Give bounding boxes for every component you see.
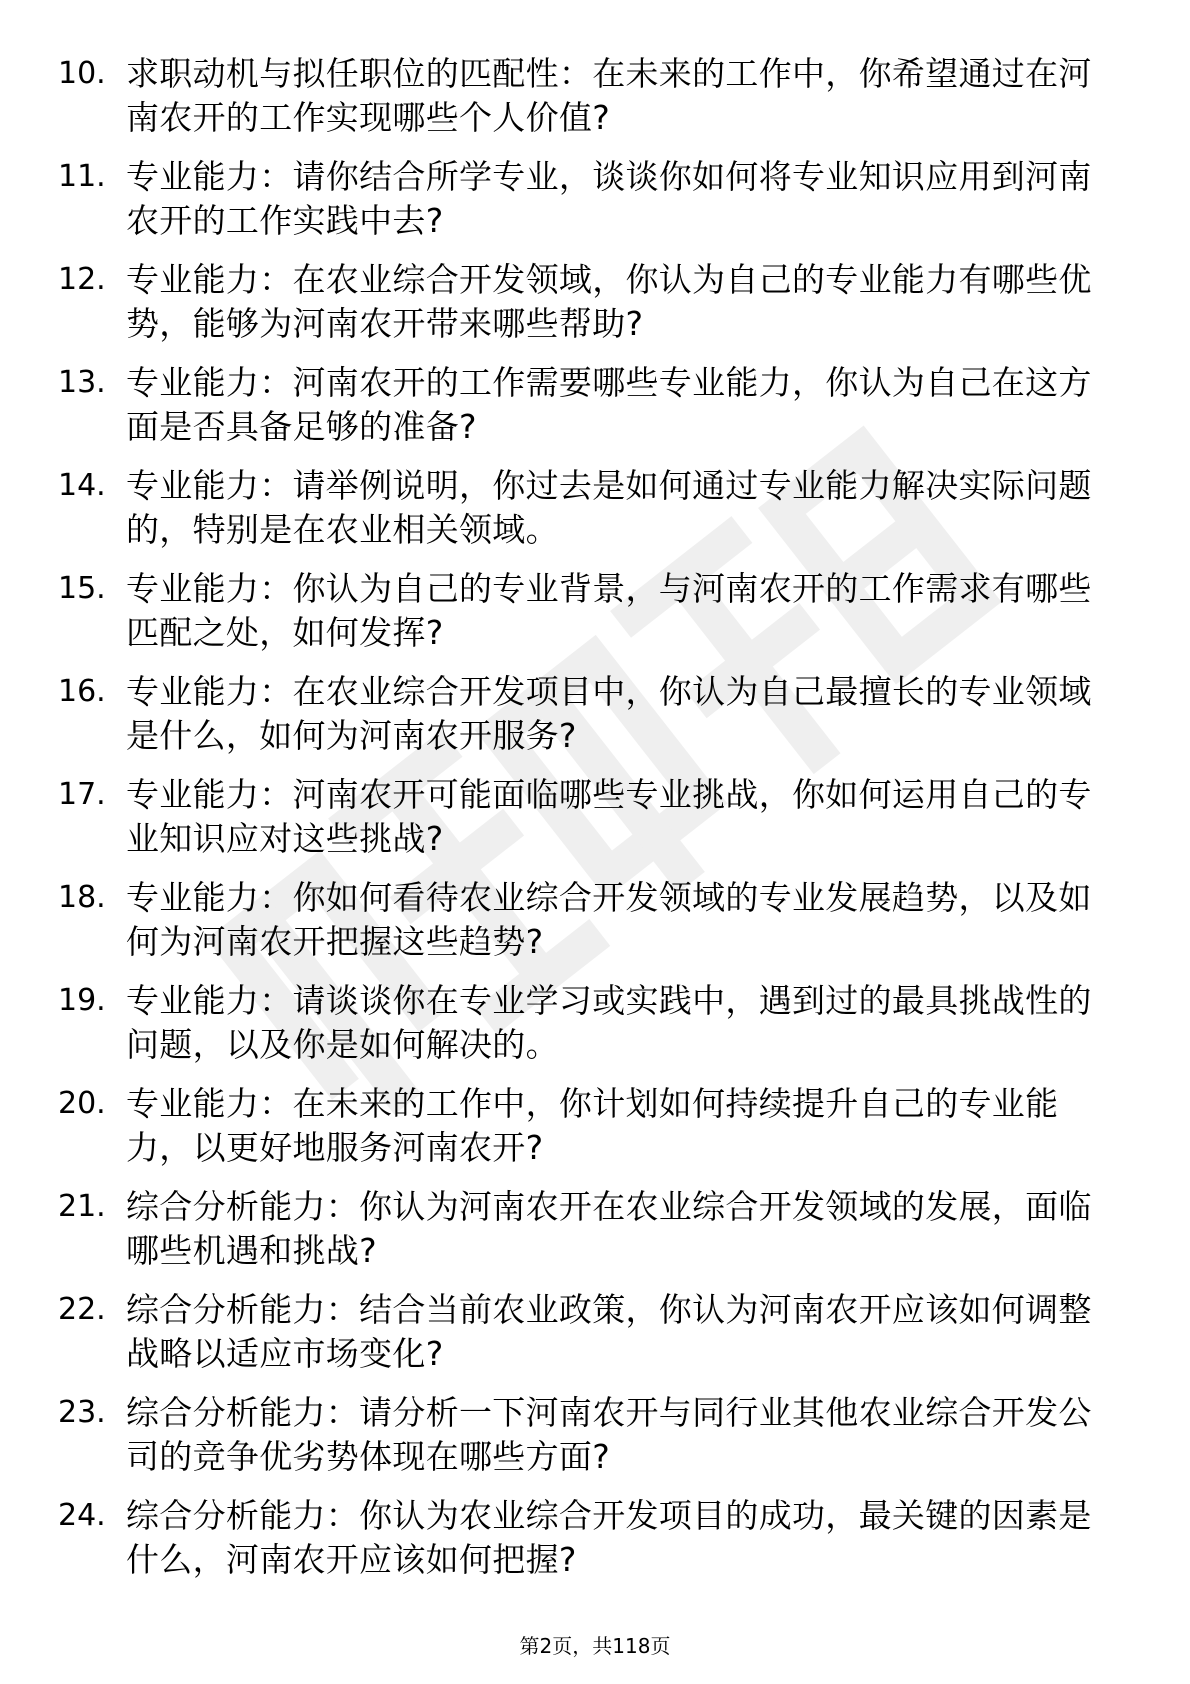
question-number: 12. <box>58 262 106 297</box>
question-item <box>58 1391 1118 1494</box>
question-text: 专业能力：在未来的工作中，你计划如何持续提升自己的专业能力，以更好地服务河南农开? <box>126 1084 1059 1167</box>
question-text: 专业能力：你如何看待农业综合开发领域的专业发展趋势，以及如何为河南农开把握这些趋势? <box>126 878 1092 961</box>
question-text: 专业能力：请举例说明，你过去是如何通过专业能力解决实际问题的，特别是在农业相关领域。 <box>126 466 1092 549</box>
question-list <box>58 52 1118 1597</box>
question-item <box>58 1185 1118 1288</box>
question-text: 专业能力：在农业综合开发领域，你认为自己的专业能力有哪些优势，能够为河南农开带来哪些帮助? <box>126 260 1092 343</box>
question-text: 专业能力：你认为自己的专业背景，与河南农开的工作需求有哪些匹配之处，如何发挥? <box>126 569 1092 652</box>
question-item <box>58 464 1118 567</box>
question-number: 14. <box>58 468 106 503</box>
question-text: 专业能力：请谈谈你在专业学习或实践中，遇到过的最具挑战性的问题，以及你是如何解决的。 <box>126 981 1092 1064</box>
page-number: 第2页，共118页 <box>519 1634 671 1658</box>
question-text: 综合分析能力：请分析一下河南农开与同行业其他农业综合开发公司的竞争优劣势体现在哪些方面? <box>126 1393 1092 1476</box>
question-number: 23. <box>58 1395 106 1430</box>
question-item <box>58 361 1118 464</box>
question-number: 21. <box>58 1189 106 1224</box>
question-item <box>58 1082 1118 1185</box>
question-text: 综合分析能力：你认为河南农开在农业综合开发领域的发展，面临哪些机遇和挑战? <box>126 1187 1092 1270</box>
question-item <box>58 773 1118 876</box>
question-text: 综合分析能力：你认为农业综合开发项目的成功，最关键的因素是什么，河南农开应该如何把握? <box>126 1496 1092 1579</box>
question-number: 16. <box>58 674 106 709</box>
question-number: 17. <box>58 777 106 812</box>
question-text: 专业能力：河南农开可能面临哪些专业挑战，你如何运用自己的专业知识应对这些挑战? <box>126 775 1092 858</box>
question-item <box>58 876 1118 979</box>
question-item <box>58 1494 1118 1597</box>
question-item <box>58 258 1118 361</box>
question-item <box>58 52 1118 155</box>
question-text: 专业能力：在农业综合开发项目中，你认为自己最擅长的专业领域是什么，如何为河南农开服务? <box>126 672 1092 755</box>
question-number: 11. <box>58 159 106 194</box>
question-item <box>58 670 1118 773</box>
question-number: 22. <box>58 1292 106 1327</box>
question-text: 专业能力：河南农开的工作需要哪些专业能力，你认为自己在这方面是否具备足够的准备? <box>126 363 1092 446</box>
question-number: 19. <box>58 983 106 1018</box>
question-item <box>58 155 1118 258</box>
question-text: 专业能力：请你结合所学专业，谈谈你如何将专业知识应用到河南农开的工作实践中去? <box>126 157 1092 240</box>
question-number: 18. <box>58 880 106 915</box>
question-number: 24. <box>58 1498 106 1533</box>
question-number: 15. <box>58 571 106 606</box>
question-number: 10. <box>58 56 106 91</box>
question-number: 20. <box>58 1086 106 1121</box>
question-item <box>58 1288 1118 1391</box>
question-item <box>58 567 1118 670</box>
question-number: 13. <box>58 365 106 400</box>
question-text: 综合分析能力：结合当前农业政策，你认为河南农开应该如何调整战略以适应市场变化? <box>126 1290 1092 1373</box>
question-item <box>58 979 1118 1082</box>
question-text: 求职动机与拟任职位的匹配性：在未来的工作中，你希望通过在河南农开的工作实现哪些个人价值? <box>126 54 1092 137</box>
